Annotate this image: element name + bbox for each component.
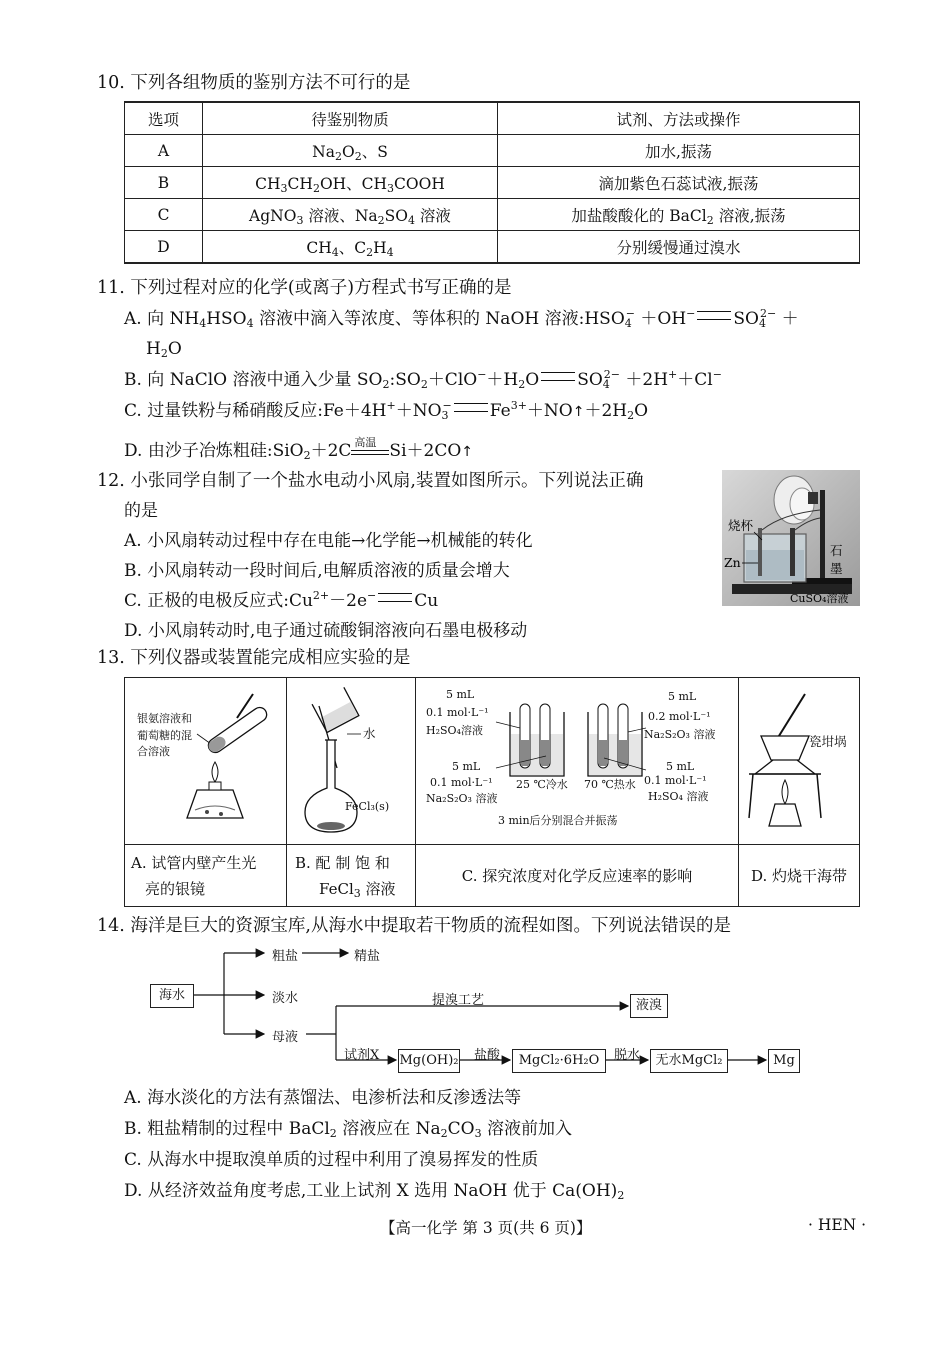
condition-label: 高温 — [354, 436, 377, 449]
q12-option-a: A. 小风扇转动过程中存在电能→化学能→机械能的转化 — [124, 531, 533, 551]
volumetric-flask-icon — [305, 740, 357, 832]
fig-b-label-water: 水 — [363, 726, 376, 741]
q12-option-c-prefix: C. 正极的电极反应式: — [124, 591, 289, 611]
q14-option-b-post: 溶液前加入 — [486, 1119, 572, 1139]
q12-stem-line1: 12. 小张同学自制了一个盐水电动小风扇,装置如图所示。下列说法正确 — [97, 471, 644, 491]
flow-fine-salt: 精盐 — [354, 949, 381, 964]
flow-reagent-x: 试剂X — [344, 1048, 380, 1063]
q10-row-c-option: C — [125, 199, 203, 231]
label-graphite-2: 墨 — [830, 561, 843, 576]
q10-row-d-substances: $CH_4$、$C_2H_4$ — [203, 231, 498, 264]
q11-option-a-prefix: A. 向 — [124, 309, 165, 329]
label-graphite-1: 石 — [830, 543, 843, 558]
flow-fresh-water: 淡水 — [272, 991, 299, 1006]
q10-row-c-method-tail: 溶液,振荡 — [718, 206, 786, 225]
flow-hcl: 盐酸 — [474, 1048, 501, 1063]
fig-c-rb-3: H₂SO₄ 溶液 — [648, 790, 709, 803]
q13-caption-a-line1: A. 试管内壁产生光 — [131, 853, 257, 872]
label-zn: Zn — [724, 555, 741, 570]
q12-option-b: B. 小风扇转动一段时间后,电解质溶液的质量会增大 — [124, 561, 510, 581]
q14-option-c: C. 从海水中提取溴单质的过程中利用了溴易挥发的性质 — [124, 1150, 539, 1170]
fig-c-rb-1: 5 mL — [666, 760, 695, 773]
equals-sign — [541, 372, 575, 381]
q13-caption-d: D. 灼烧干海带 — [739, 845, 860, 907]
q14-stem: 14. 海洋是巨大的资源宝库,从海水中提取若干物质的流程如图。下列说法错误的是 — [97, 916, 731, 936]
flow-mg: Mg — [768, 1049, 800, 1073]
q13-stem: 13. 下列仪器或装置能完成相应实验的是 — [97, 648, 411, 668]
q12-stem-line2: 的是 — [124, 501, 158, 521]
q10-header-method: 试剂、方法或操作 — [498, 102, 860, 135]
flow-dehydrate: 脱水 — [614, 1048, 641, 1063]
fig-c-rt-1: 5 mL — [668, 690, 697, 703]
q11-option-b: B. 向 NaClO 溶液中通入少量 $SO_2:SO_2+ClO^-+H_2O$ $SO_4^{2-} +2H^++Cl^-$ — [124, 368, 722, 391]
q13-figure-c-cell — [416, 678, 739, 845]
fig-c-lt-1: 5 mL — [446, 688, 475, 701]
equals-sign — [697, 311, 731, 320]
q13-caption-b: B. 配 制 饱 和 FeCl$_3$ 溶液 — [287, 845, 416, 907]
q11-option-d: D. 由沙子冶炼粗硅:SiO$_2$＋2C 高温 Si＋2CO↑ — [124, 440, 473, 463]
flow-mgoh2: Mg(OH)₂ — [398, 1049, 460, 1073]
fig-c-lb-1: 5 mL — [452, 760, 481, 773]
fig-a-label-2: 葡萄糖的混 — [137, 729, 192, 742]
q10-row-a-method: 加水,振荡 — [498, 135, 860, 167]
alcohol-lamp-icon — [187, 790, 243, 818]
fig-c-lb-3: Na₂S₂O₃ 溶液 — [426, 792, 498, 805]
page-footer: 【高一化学 第 3 页(共 6 页)】 — [380, 1219, 592, 1237]
flow-crude-salt: 粗盐 — [272, 949, 299, 964]
q11-option-a-cont: $H_2O$ — [146, 339, 182, 360]
q13-figure-d-cell — [739, 678, 860, 845]
q13-figure-b-cell — [287, 678, 416, 845]
q12-fan-photo — [722, 470, 860, 606]
equals-sign — [454, 403, 488, 412]
flow-anhydrous-mgcl2: 无水MgCl₂ — [650, 1049, 728, 1073]
q13-caption-b-line1: B. 配 制 饱 和 — [295, 853, 390, 872]
volumetric-flask-apparatus — [287, 678, 415, 840]
flow-seawater: 海水 — [150, 984, 194, 1008]
graphite-electrode — [790, 528, 795, 576]
q14-option-b: B. 粗盐精制的过程中 BaCl$_2$ 溶液应在 $Na_2CO_3$ 溶液前加入 — [124, 1119, 572, 1140]
crucible-icon — [761, 736, 809, 760]
q13-figure-a-cell — [125, 678, 287, 845]
alcohol-lamp-icon — [769, 804, 801, 826]
q13-caption-a-line2: 亮的银镜 — [145, 879, 206, 898]
q13-caption-b-tail: 溶液 — [365, 879, 396, 898]
q14-option-d: D. 从经济效益角度考虑,工业上试剂 X 选用 NaOH 优于 $Ca(OH)_2$ — [124, 1181, 625, 1202]
label-beaker: 烧杯 — [728, 518, 754, 533]
q10-row-b-method: 滴加紫色石蕊试液,振荡 — [498, 167, 860, 199]
flow-bromine-process: 提溴工艺 — [432, 993, 485, 1008]
fig-c-hot: 70 ℃热水 — [584, 778, 636, 791]
fig-a-label-3: 合溶液 — [137, 745, 170, 758]
q11-option-a: A. 向 $NH_4HSO_4$ 溶液中滴入等浓度、等体积的 NaOH 溶液$:HSO_4^- +OH^-$ $SO_4^{2-}$ ＋ — [124, 307, 799, 330]
fig-c-rt-3: Na₂S₂O₃ 溶液 — [644, 728, 716, 741]
q10-table — [124, 101, 860, 264]
q10-row-c-method: 加盐酸酸化的 BaCl$_2$ 溶液,振荡 — [498, 199, 860, 231]
fig-c-lt-2: 0.1 mol·L⁻¹ — [426, 706, 489, 719]
q11-stem: 11. 下列过程对应的化学(或离子)方程式书写正确的是 — [97, 278, 512, 298]
q12-option-d: D. 小风扇转动时,电子通过硫酸铜溶液向石墨电极移动 — [124, 621, 528, 641]
silver-mirror-apparatus — [125, 678, 285, 840]
q10-stem: 10. 下列各组物质的鉴别方法不可行的是 — [97, 73, 411, 93]
q10-row-d-method: 分别缓慢通过溴水 — [498, 231, 860, 264]
footer-code: · HEN · — [808, 1216, 867, 1234]
q14-option-d-pre: D. 从经济效益角度考虑,工业上试剂 X 选用 NaOH 优于 — [124, 1181, 547, 1201]
q10-row-a-option: A — [125, 135, 203, 167]
fig-b-label-solid: FeCl₃(s) — [345, 800, 390, 813]
fig-c-rb-2: 0.1 mol·L⁻¹ — [644, 774, 707, 787]
fig-c-cold: 25 ℃冷水 — [516, 778, 568, 791]
fig-c-lt-3: H₂SO₄溶液 — [426, 724, 483, 737]
fig-a-label-1: 银氨溶液和 — [137, 712, 192, 725]
q14-option-b-pre: B. 粗盐精制的过程中 — [124, 1119, 284, 1139]
q12-option-c: C. 正极的电极反应式$:Cu^{2+}-2e^-$ Cu — [124, 589, 439, 611]
flow-mother-liquor: 母液 — [272, 1030, 299, 1045]
fig-c-note: 3 min后分别混合并振荡 — [498, 814, 618, 827]
q11-option-d-prefix: D. 由沙子冶炼粗硅: — [124, 441, 273, 461]
fig-d-label: 瓷坩埚 — [809, 734, 847, 749]
q14-option-a: A. 海水淡化的方法有蒸馏法、电渗析法和反渗透法等 — [124, 1088, 522, 1108]
q13-table — [124, 677, 860, 907]
condition-equals — [351, 436, 389, 456]
q10-row-b-option: B — [125, 167, 203, 199]
q10-row-b-substances: $CH_3CH_2OH$、$CH_3COOH$ — [203, 167, 498, 199]
q11-option-b-prefix: B. 向 NaClO 溶液中通入少量 — [124, 370, 352, 390]
q10-header-option: 选项 — [125, 102, 203, 135]
q14-option-b-mid: 溶液应在 — [342, 1119, 411, 1139]
fig-c-rt-2: 0.2 mol·L⁻¹ — [648, 710, 711, 723]
up-arrow-icon: ↑ — [461, 444, 473, 460]
q13-caption-a — [125, 845, 287, 907]
q10-row-d-option: D — [125, 231, 203, 264]
q11-option-a-mid: 溶液中滴入等浓度、等体积的 NaOH 溶液: — [259, 309, 585, 329]
q13-caption-c: C. 探究浓度对化学反应速率的影响 — [416, 845, 739, 907]
reaction-rate-apparatus — [416, 678, 738, 840]
crucible-apparatus — [739, 678, 857, 840]
flow-mgcl2-hydrate: MgCl₂·6H₂O — [512, 1049, 606, 1073]
equals-sign — [378, 593, 412, 602]
q11-option-c: C. 过量铁粉与稀硝酸反应$:Fe+4H^++NO_3^-$ $Fe^{3+}+NO↑+2H_2O$ — [124, 399, 649, 422]
flow-liquid-bromine: 液溴 — [630, 994, 668, 1018]
label-solution: CuSO₄溶液 — [790, 592, 849, 605]
q10-row-c-substances: AgNO$_3$ 溶液、$Na_2SO_4$ 溶液 — [203, 199, 498, 231]
zn-electrode — [758, 528, 762, 576]
q10-row-a-substances: $Na_2O_2$、S — [203, 135, 498, 167]
up-arrow-icon: ↑ — [572, 404, 585, 420]
fig-c-lb-2: 0.1 mol·L⁻¹ — [430, 776, 493, 789]
q11-option-c-prefix: C. 过量铁粉与稀硝酸反应: — [124, 401, 323, 421]
q10-header-substances: 待鉴别物质 — [203, 102, 498, 135]
